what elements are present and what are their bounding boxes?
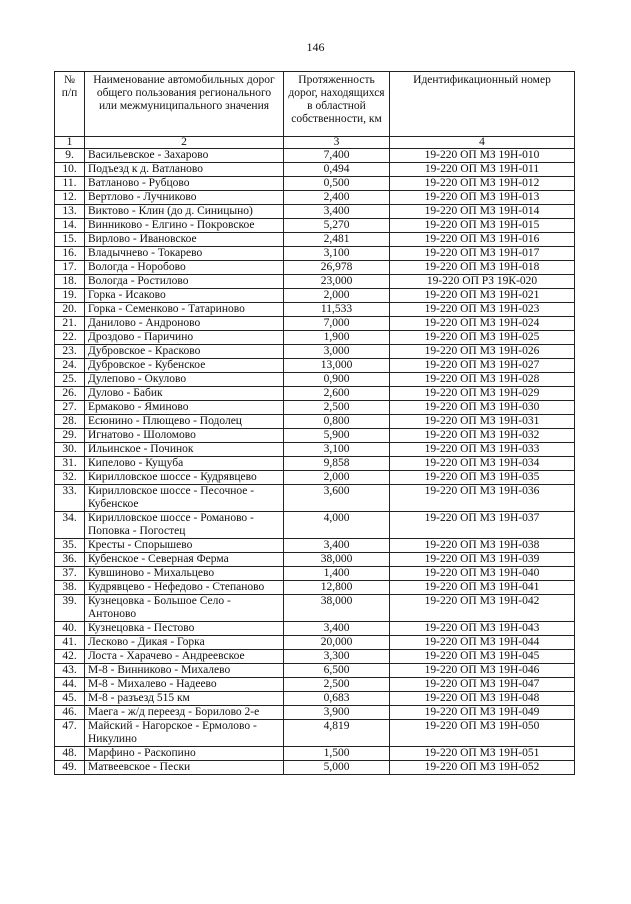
row-number: 45. xyxy=(55,692,85,706)
row-number: 38. xyxy=(55,581,85,595)
road-identifier: 19-220 ОП МЗ 19Н-037 xyxy=(390,512,575,539)
table-row xyxy=(55,149,575,163)
road-identifier: 19-220 ОП МЗ 19Н-038 xyxy=(390,539,575,553)
table-row xyxy=(55,567,575,581)
road-length: 3,100 xyxy=(284,443,390,457)
road-name: Ватланово - Рубцово xyxy=(85,177,284,191)
road-length: 2,400 xyxy=(284,191,390,205)
road-length: 3,600 xyxy=(284,485,390,512)
table-row xyxy=(55,289,575,303)
road-identifier: 19-220 ОП МЗ 19Н-041 xyxy=(390,581,575,595)
row-number: 43. xyxy=(55,664,85,678)
road-name: Ермаково - Яминово xyxy=(85,401,284,415)
road-length: 1,900 xyxy=(284,331,390,345)
road-name: Матвеевское - Пески xyxy=(85,761,284,775)
road-name: Горка - Исаково xyxy=(85,289,284,303)
row-number: 18. xyxy=(55,275,85,289)
road-identifier: 19-220 ОП МЗ 19Н-028 xyxy=(390,373,575,387)
table-row xyxy=(55,233,575,247)
road-identifier: 19-220 ОП МЗ 19Н-052 xyxy=(390,761,575,775)
table-row xyxy=(55,401,575,415)
row-number: 29. xyxy=(55,429,85,443)
road-identifier: 19-220 ОП МЗ 19Н-011 xyxy=(390,163,575,177)
road-name: Горка - Семенково - Татариново xyxy=(85,303,284,317)
table-row xyxy=(55,415,575,429)
row-number: 32. xyxy=(55,471,85,485)
table-row xyxy=(55,247,575,261)
road-name: Вологда - Норобово xyxy=(85,261,284,275)
road-length: 1,500 xyxy=(284,747,390,761)
road-length: 5,900 xyxy=(284,429,390,443)
road-name: Кирилловское шоссе - Кудрявцево xyxy=(85,471,284,485)
road-identifier: 19-220 ОП МЗ 19Н-017 xyxy=(390,247,575,261)
table-row xyxy=(55,678,575,692)
column-number: 2 xyxy=(85,137,284,149)
table-row xyxy=(55,345,575,359)
table-row xyxy=(55,471,575,485)
table-row xyxy=(55,539,575,553)
road-length: 6,500 xyxy=(284,664,390,678)
table-row xyxy=(55,261,575,275)
table-header-row xyxy=(55,72,575,137)
road-name: Есюнино - Плющево - Подолец xyxy=(85,415,284,429)
road-identifier: 19-220 ОП МЗ 19Н-018 xyxy=(390,261,575,275)
road-length: 4,000 xyxy=(284,512,390,539)
row-number: 42. xyxy=(55,650,85,664)
road-name: Вологда - Ростилово xyxy=(85,275,284,289)
table-row xyxy=(55,720,575,747)
row-number: 16. xyxy=(55,247,85,261)
road-name: Маега - ж/д переезд - Борилово 2-е xyxy=(85,706,284,720)
road-length: 0,800 xyxy=(284,415,390,429)
header-road-name: Наименование автомобильных дорог общего пользования регионального или межмуниципального значения xyxy=(85,72,284,137)
row-number: 34. xyxy=(55,512,85,539)
road-length: 3,000 xyxy=(284,345,390,359)
table-row xyxy=(55,692,575,706)
row-number: 49. xyxy=(55,761,85,775)
table-row xyxy=(55,373,575,387)
road-length: 13,000 xyxy=(284,359,390,373)
road-name: Кипелово - Кущуба xyxy=(85,457,284,471)
row-number: 10. xyxy=(55,163,85,177)
road-length: 3,400 xyxy=(284,622,390,636)
road-identifier: 19-220 ОП МЗ 19Н-036 xyxy=(390,485,575,512)
road-name: Лесково - Дикая - Горка xyxy=(85,636,284,650)
column-number: 1 xyxy=(55,137,85,149)
road-length: 4,819 xyxy=(284,720,390,747)
table-row xyxy=(55,177,575,191)
row-number: 26. xyxy=(55,387,85,401)
table-row xyxy=(55,512,575,539)
row-number: 22. xyxy=(55,331,85,345)
page-number: 146 xyxy=(306,40,325,54)
road-identifier: 19-220 ОП МЗ 19Н-010 xyxy=(390,149,575,163)
road-length: 9,858 xyxy=(284,457,390,471)
road-identifier: 19-220 ОП МЗ 19Н-035 xyxy=(390,471,575,485)
row-number: 39. xyxy=(55,595,85,622)
road-name: Дулепово - Окулово xyxy=(85,373,284,387)
road-name: Лоста - Харачево - Андреевское xyxy=(85,650,284,664)
road-length: 3,400 xyxy=(284,205,390,219)
road-identifier: 19-220 ОП МЗ 19Н-016 xyxy=(390,233,575,247)
header-length: Протяженность дорог, находящихся в областной собственности, км xyxy=(284,72,390,137)
table-row xyxy=(55,581,575,595)
road-name: Владычнево - Токарево xyxy=(85,247,284,261)
road-identifier: 19-220 ОП МЗ 19Н-024 xyxy=(390,317,575,331)
road-length: 20,000 xyxy=(284,636,390,650)
table-row xyxy=(55,163,575,177)
road-length: 11,533 xyxy=(284,303,390,317)
road-name: Кудрявцево - Нефедово - Степаново xyxy=(85,581,284,595)
row-number: 48. xyxy=(55,747,85,761)
table-row xyxy=(55,664,575,678)
road-length: 0,500 xyxy=(284,177,390,191)
road-name: Виктово - Клин (до д. Синицыно) xyxy=(85,205,284,219)
row-number: 14. xyxy=(55,219,85,233)
table-row xyxy=(55,331,575,345)
table-row xyxy=(55,485,575,512)
row-number: 12. xyxy=(55,191,85,205)
row-number: 24. xyxy=(55,359,85,373)
table-row xyxy=(55,191,575,205)
road-name: Майский - Нагорское - Ермолово - Никулино xyxy=(85,720,284,747)
road-length: 2,500 xyxy=(284,678,390,692)
road-name: М-8 - Винниково - Михалево xyxy=(85,664,284,678)
road-name: Подъезд к д. Ватланово xyxy=(85,163,284,177)
road-name: Васильевское - Захарово xyxy=(85,149,284,163)
row-number: 31. xyxy=(55,457,85,471)
road-length: 5,270 xyxy=(284,219,390,233)
row-number: 46. xyxy=(55,706,85,720)
row-number: 15. xyxy=(55,233,85,247)
row-number: 11. xyxy=(55,177,85,191)
road-length: 38,000 xyxy=(284,553,390,567)
road-name: Кирилловское шоссе - Песочное - Кубенское xyxy=(85,485,284,512)
road-identifier: 19-220 ОП МЗ 19Н-050 xyxy=(390,720,575,747)
table-row xyxy=(55,650,575,664)
row-number: 36. xyxy=(55,553,85,567)
road-identifier: 19-220 ОП МЗ 19Н-014 xyxy=(390,205,575,219)
road-identifier: 19-220 ОП МЗ 19Н-033 xyxy=(390,443,575,457)
road-identifier: 19-220 ОП МЗ 19Н-027 xyxy=(390,359,575,373)
roads-table xyxy=(54,71,575,775)
road-identifier: 19-220 ОП МЗ 19Н-012 xyxy=(390,177,575,191)
road-length: 5,000 xyxy=(284,761,390,775)
road-name: Винниково - Елгино - Покровское xyxy=(85,219,284,233)
road-length: 23,000 xyxy=(284,275,390,289)
table-row xyxy=(55,443,575,457)
road-identifier: 19-220 ОП МЗ 19Н-045 xyxy=(390,650,575,664)
table-row xyxy=(55,429,575,443)
row-number: 30. xyxy=(55,443,85,457)
row-number: 20. xyxy=(55,303,85,317)
row-number: 25. xyxy=(55,373,85,387)
road-name: Кресты - Спорышево xyxy=(85,539,284,553)
table-row xyxy=(55,622,575,636)
road-identifier: 19-220 ОП РЗ 19К-020 xyxy=(390,275,575,289)
table-row xyxy=(55,747,575,761)
road-identifier: 19-220 ОП МЗ 19Н-048 xyxy=(390,692,575,706)
road-name: Кубенское - Северная Ферма xyxy=(85,553,284,567)
road-identifier: 19-220 ОП МЗ 19Н-049 xyxy=(390,706,575,720)
road-name: Марфино - Раскопино xyxy=(85,747,284,761)
road-length: 26,978 xyxy=(284,261,390,275)
table-row xyxy=(55,275,575,289)
road-identifier: 19-220 ОП МЗ 19Н-029 xyxy=(390,387,575,401)
road-identifier: 19-220 ОП МЗ 19Н-043 xyxy=(390,622,575,636)
row-number: 47. xyxy=(55,720,85,747)
row-number: 9. xyxy=(55,149,85,163)
road-name: Ильинское - Починок xyxy=(85,443,284,457)
row-number: 21. xyxy=(55,317,85,331)
road-identifier: 19-220 ОП МЗ 19Н-021 xyxy=(390,289,575,303)
table-row xyxy=(55,636,575,650)
table-row xyxy=(55,553,575,567)
table-row xyxy=(55,387,575,401)
road-length: 0,494 xyxy=(284,163,390,177)
road-length: 2,600 xyxy=(284,387,390,401)
row-number: 35. xyxy=(55,539,85,553)
road-identifier: 19-220 ОП МЗ 19Н-046 xyxy=(390,664,575,678)
row-number: 13. xyxy=(55,205,85,219)
road-name: Дубровское - Красково xyxy=(85,345,284,359)
road-length: 7,000 xyxy=(284,317,390,331)
road-identifier: 19-220 ОП МЗ 19Н-044 xyxy=(390,636,575,650)
road-name: Данилово - Андроново xyxy=(85,317,284,331)
road-length: 2,000 xyxy=(284,289,390,303)
road-name: Дулово - Бабик xyxy=(85,387,284,401)
row-number: 17. xyxy=(55,261,85,275)
row-number: 23. xyxy=(55,345,85,359)
road-length: 2,000 xyxy=(284,471,390,485)
column-number: 4 xyxy=(390,137,575,149)
road-name: М-8 - Михалево - Надеево xyxy=(85,678,284,692)
header-identifier: Идентификационный номер xyxy=(390,72,575,137)
row-number: 41. xyxy=(55,636,85,650)
road-identifier: 19-220 ОП МЗ 19Н-042 xyxy=(390,595,575,622)
row-number: 28. xyxy=(55,415,85,429)
table-body xyxy=(55,149,575,775)
road-identifier: 19-220 ОП МЗ 19Н-031 xyxy=(390,415,575,429)
row-number: 19. xyxy=(55,289,85,303)
road-length: 38,000 xyxy=(284,595,390,622)
road-length: 0,900 xyxy=(284,373,390,387)
road-name: Дроздово - Паричино xyxy=(85,331,284,345)
road-name: Кувшиново - Михальцево xyxy=(85,567,284,581)
table-row xyxy=(55,359,575,373)
road-length: 0,683 xyxy=(284,692,390,706)
table-row xyxy=(55,303,575,317)
table-row xyxy=(55,595,575,622)
road-name: Вертлово - Лучниково xyxy=(85,191,284,205)
table-row xyxy=(55,205,575,219)
road-length: 3,900 xyxy=(284,706,390,720)
road-name: Игнатово - Шоломово xyxy=(85,429,284,443)
road-name: Вирлово - Ивановское xyxy=(85,233,284,247)
road-length: 12,800 xyxy=(284,581,390,595)
row-number: 37. xyxy=(55,567,85,581)
row-number: 44. xyxy=(55,678,85,692)
road-length: 3,400 xyxy=(284,539,390,553)
road-identifier: 19-220 ОП МЗ 19Н-013 xyxy=(390,191,575,205)
road-identifier: 19-220 ОП МЗ 19Н-032 xyxy=(390,429,575,443)
table-row xyxy=(55,457,575,471)
road-length: 3,300 xyxy=(284,650,390,664)
road-identifier: 19-220 ОП МЗ 19Н-025 xyxy=(390,331,575,345)
road-name: Кузнецовка - Большое Село - Антоново xyxy=(85,595,284,622)
road-identifier: 19-220 ОП МЗ 19Н-026 xyxy=(390,345,575,359)
road-name: Кирилловское шоссе - Романово - Поповка - Погостец xyxy=(85,512,284,539)
road-identifier: 19-220 ОП МЗ 19Н-047 xyxy=(390,678,575,692)
road-length: 1,400 xyxy=(284,567,390,581)
road-identifier: 19-220 ОП МЗ 19Н-030 xyxy=(390,401,575,415)
road-length: 2,481 xyxy=(284,233,390,247)
road-identifier: 19-220 ОП МЗ 19Н-034 xyxy=(390,457,575,471)
road-length: 7,400 xyxy=(284,149,390,163)
column-number: 3 xyxy=(284,137,390,149)
row-number: 40. xyxy=(55,622,85,636)
road-name: Дубровское - Кубенское xyxy=(85,359,284,373)
column-number-row xyxy=(55,137,575,149)
road-name: Кузнецовка - Пестово xyxy=(85,622,284,636)
header-number: № п/п xyxy=(55,72,85,137)
road-name: М-8 - разъезд 515 км xyxy=(85,692,284,706)
road-identifier: 19-220 ОП МЗ 19Н-015 xyxy=(390,219,575,233)
road-identifier: 19-220 ОП МЗ 19Н-039 xyxy=(390,553,575,567)
row-number: 27. xyxy=(55,401,85,415)
row-number: 33. xyxy=(55,485,85,512)
road-length: 2,500 xyxy=(284,401,390,415)
road-identifier: 19-220 ОП МЗ 19Н-023 xyxy=(390,303,575,317)
table-row xyxy=(55,761,575,775)
road-identifier: 19-220 ОП МЗ 19Н-051 xyxy=(390,747,575,761)
road-length: 3,100 xyxy=(284,247,390,261)
road-identifier: 19-220 ОП МЗ 19Н-040 xyxy=(390,567,575,581)
table-row xyxy=(55,706,575,720)
table-row xyxy=(55,317,575,331)
table-row xyxy=(55,219,575,233)
